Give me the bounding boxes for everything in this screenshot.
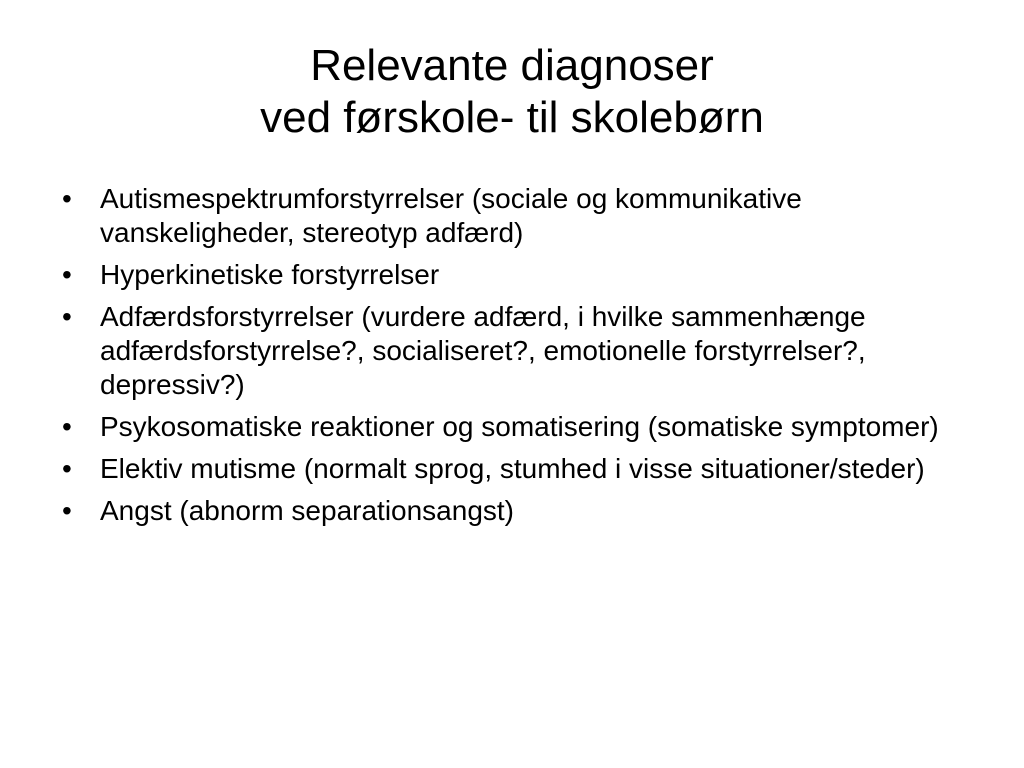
list-item-text: Adfærdsforstyrrelser (vurdere adfærd, i hvilke sammenhænge adfærdsforstyrrelse?, socialiseret?, emotionelle forstyrrelser?, depressiv?) xyxy=(100,301,866,400)
list-item xyxy=(62,494,982,528)
bullet-icon: • xyxy=(62,259,72,290)
list-item-text: Hyperkinetiske forstyrrelser xyxy=(100,259,440,290)
bullet-icon: • xyxy=(62,495,72,526)
bullet-icon: • xyxy=(62,411,72,442)
list-item xyxy=(62,182,982,250)
list-item-text: Psykosomatiske reaktioner og somatisering (somatiske symptomer) xyxy=(100,411,939,442)
bullet-list xyxy=(62,182,982,536)
bullet-icon: • xyxy=(62,453,72,484)
list-item-text: Angst (abnorm separationsangst) xyxy=(100,495,514,526)
bullet-icon: • xyxy=(62,183,72,214)
slide-title xyxy=(0,40,1024,144)
list-item-text: Elektiv mutisme (normalt sprog, stumhed i visse situationer/steder) xyxy=(100,453,925,484)
slide-title-line-1: Relevante diagnoser xyxy=(310,41,714,90)
list-item-text: Autismespektrumforstyrrelser (sociale og kommunikative vanskeligheder, stereotyp adfærd) xyxy=(100,183,802,248)
slide-title-line-2: ved førskole- til skolebørn xyxy=(260,93,764,142)
list-item xyxy=(62,410,982,444)
list-item xyxy=(62,452,982,486)
list-item xyxy=(62,258,982,292)
list-item xyxy=(62,300,982,402)
bullet-icon: • xyxy=(62,301,72,332)
